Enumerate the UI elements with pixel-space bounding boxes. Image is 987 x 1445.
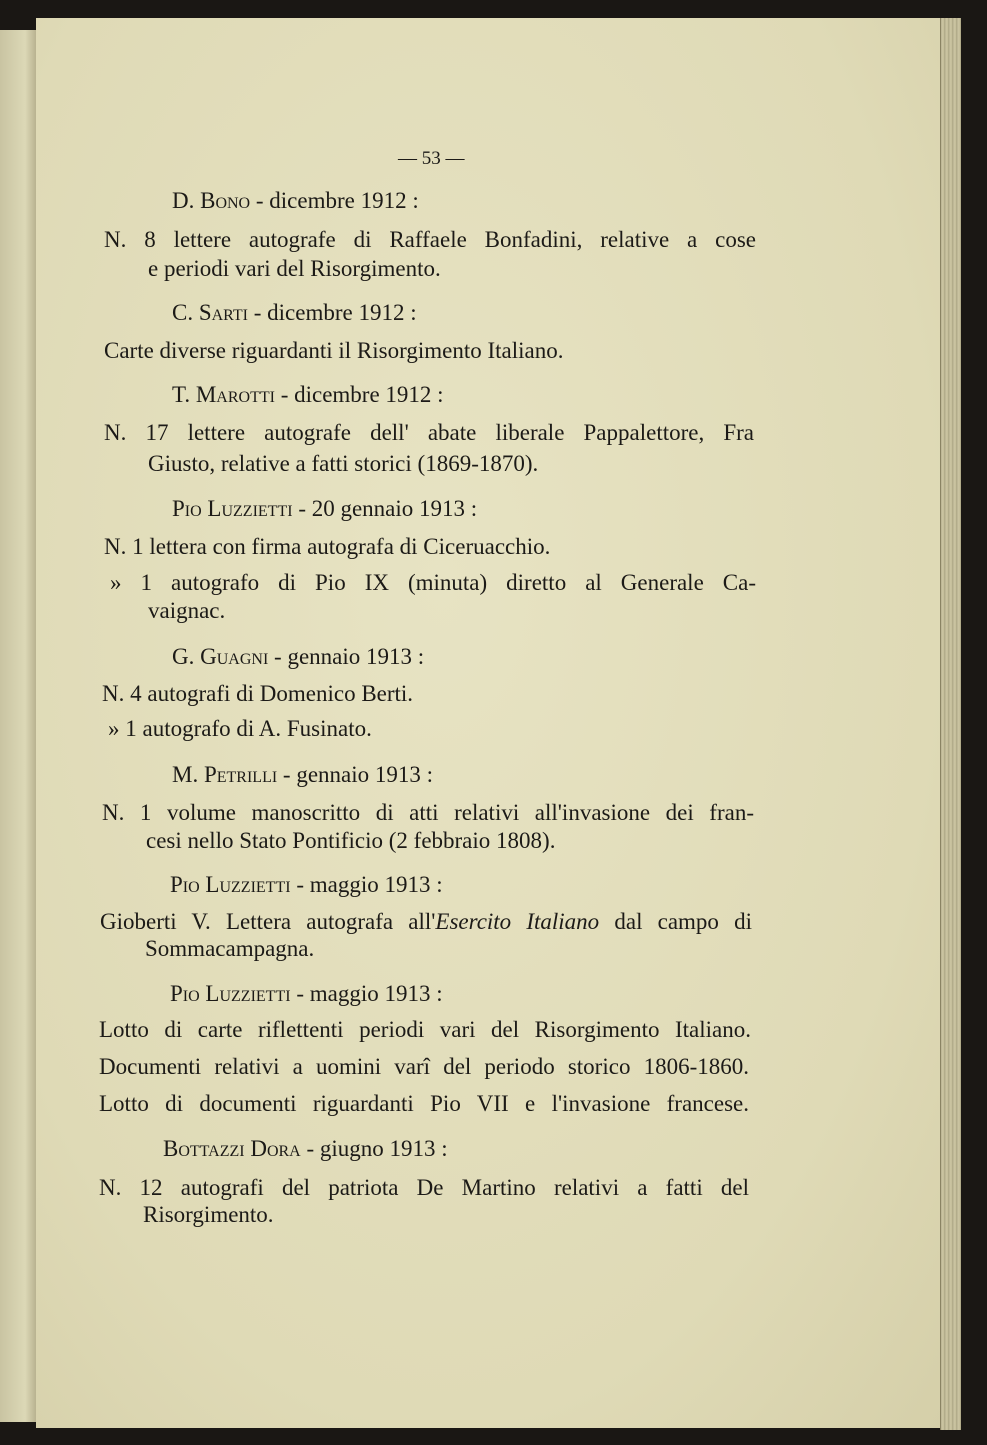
- entry-line: N. 1 volume manoscritto di atti relativi all'invasione dei fran-: [102, 800, 754, 825]
- entry-heading: [163, 1134, 448, 1164]
- donor-name: D. Bono: [172, 188, 251, 213]
- entry-line: Carte diverse riguardanti il Risorgimento Italiano.: [104, 338, 564, 363]
- entry-line: » 1 autografo di Pio IX (minuta) diretto al Generale Ca-: [110, 570, 756, 595]
- entry-line: N. 4 autografi di Domenico Berti.: [102, 681, 414, 706]
- entry-line-text: dal campo di: [599, 909, 752, 934]
- entry-line: cesi nello Stato Pontificio (2 febbraio 1808).: [146, 828, 556, 853]
- entry-heading: [172, 380, 444, 410]
- donor-name: T. Marotti: [172, 382, 275, 407]
- entry-heading: [172, 494, 477, 524]
- entry-line: Sommacampagna.: [145, 936, 315, 961]
- entry-line: Lotto di carte riflettenti periodi vari del Risorgimento Italiano.: [99, 1017, 751, 1042]
- entry-line: N. 12 autografi del patriota De Martino relativi a fatti del: [99, 1175, 749, 1200]
- entry-line: Lotto di documenti riguardanti Pio VII e l'invasione francese.: [99, 1091, 749, 1116]
- entry-date: - 20 gennaio 1913 :: [292, 496, 478, 521]
- entry-line: N. 1 lettera con firma autografa di Ciceruacchio.: [104, 534, 551, 559]
- entry-heading: [172, 186, 419, 216]
- entry-line: N. 17 lettere autografe dell' abate liberale Pappalettore, Fra: [104, 420, 754, 445]
- entry-heading: [170, 870, 443, 900]
- entry-date: - maggio 1913 :: [290, 981, 443, 1006]
- entry-heading: [170, 979, 443, 1009]
- donor-name: Pio Luzzietti: [170, 981, 291, 1006]
- entry-line: [100, 907, 752, 937]
- page-number: — 53 —: [398, 148, 465, 169]
- entry-line: Risorgimento.: [143, 1202, 274, 1227]
- italic-title: Esercito Italiano: [435, 909, 600, 934]
- entry-line: » 1 autografo di A. Fusinato.: [108, 716, 372, 741]
- entry-line: e periodi vari del Risorgimento.: [148, 256, 441, 281]
- entry-line-text: Gioberti V. Lettera autografa all': [100, 909, 436, 934]
- entry-date: - giugno 1913 :: [300, 1136, 448, 1161]
- donor-name: Pio Luzzietti: [170, 872, 291, 897]
- entry-date: - dicembre 1912 :: [250, 188, 419, 213]
- entry-heading: [172, 760, 433, 790]
- entry-heading: [172, 642, 424, 672]
- entry-heading: [172, 298, 417, 328]
- entry-date: - maggio 1913 :: [290, 872, 443, 897]
- entry-date: - dicembre 1912 :: [248, 300, 417, 325]
- donor-name: Bottazzi Dora: [163, 1136, 301, 1161]
- donor-name: C. Sarti: [172, 300, 248, 325]
- entry-line: vaignac.: [148, 598, 226, 623]
- donor-name: M. Petrilli: [172, 762, 278, 787]
- entry-date: - gennaio 1913 :: [277, 762, 434, 787]
- entry-date: - dicembre 1912 :: [274, 382, 444, 407]
- donor-name: Pio Luzzietti: [172, 496, 293, 521]
- entry-line: Documenti relativi a uomini varî del periodo storico 1806-1860.: [99, 1054, 749, 1079]
- entry-line: Giusto, relative a fatti storici (1869-1870).: [148, 451, 539, 476]
- donor-name: G. Guagni: [172, 644, 269, 669]
- entry-line: N. 8 lettere autografe di Raffaele Bonfadini, relative a cose: [104, 227, 756, 252]
- entry-date: - gennaio 1913 :: [268, 644, 425, 669]
